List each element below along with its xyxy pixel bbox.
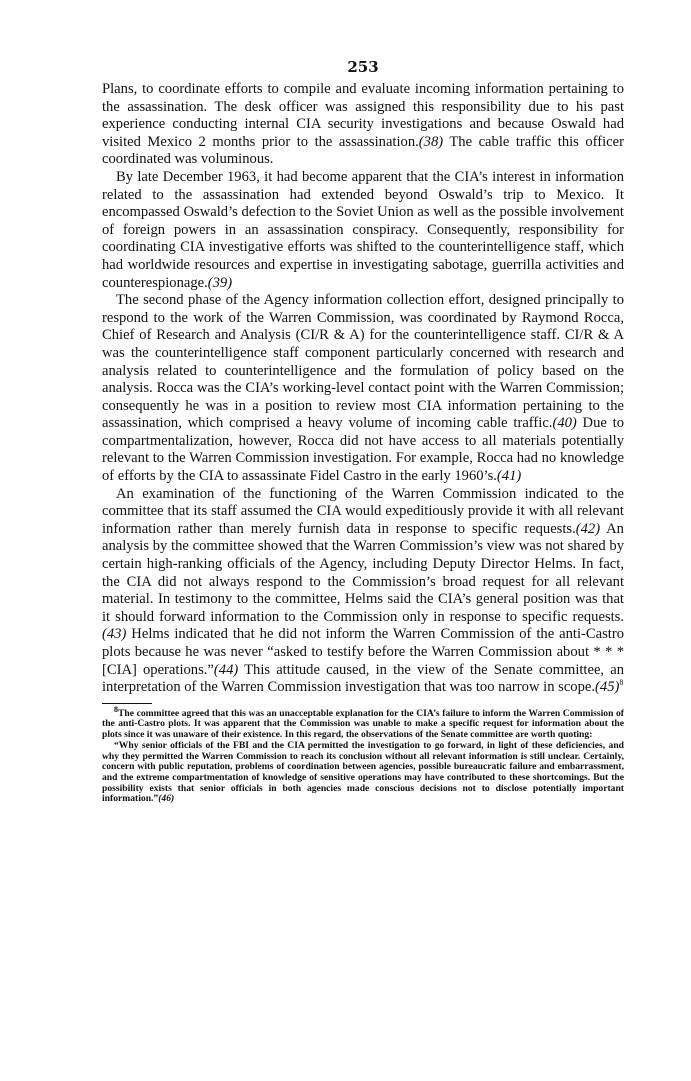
document-page xyxy=(102,58,624,805)
paragraph-text: An analysis by the committee showed that the Warren Commission’s view was not shared by certain high-ranking officials of the Agency, including Deputy Director Helms. In fact, the CIA did not always respond to the Commission’s broad request for all relevant material. In testimony to the committee, Helms said the CIA’s general position was that it should forward information to the Commission only in response to specific requests. xyxy=(102,520,624,625)
paragraph-3 xyxy=(102,292,624,486)
body-text xyxy=(102,81,624,697)
paragraph-text: This attitude caused, in the view of the Senate committee, an interpretation of the Warren Commission investigation that was too narrow in scope. xyxy=(102,661,624,696)
citation-ref: (39) xyxy=(207,274,233,291)
paragraph-text: The second phase of the Agency information collection effort, designed principally to respond to the work of the Warren Commission, was coordinated by Raymond Rocca, Chief of Research and Analysis (CI/R & A) for the counterintelligence staff. CI/R & A was the counterintelligence staff component particularly concerned with research and analysis related to counterintelligence and the formulation of policy based on the analysis. Rocca was the CIA’s working-level contact point with the Warren Commission; consequently he was in a position to review most CIA information pertaining to the assassination, which comprised a heavy volume of incoming cable traffic. xyxy=(102,292,624,432)
footnote-paragraph-1 xyxy=(102,704,624,741)
citation-ref: (45) xyxy=(595,679,620,696)
footnote-text: The committee agreed that this was an unacceptable explanation for the CIA’s failure to inform the Warren Commission of the anti-Castro plots. It was apparent that the Commission was unable to make a specific request for information about the plots since it was unaware of their existence. In this regard, the observations of the Senate committee are worth quoting: xyxy=(102,707,624,741)
paragraph-text: Due to compartmentalization, however, Rocca did not have access to all materials potentially relevant to the Warren Commission investigation. For example, Rocca had no knowledge of efforts by the CIA to assassinate Fidel Castro in the early 1960’s. xyxy=(102,415,624,485)
citation-ref: (40) xyxy=(552,415,577,432)
citation-ref: (43) xyxy=(102,626,127,643)
paragraph-2 xyxy=(102,169,624,292)
citation-ref: (41) xyxy=(496,468,522,485)
citation-ref: (38) xyxy=(418,133,444,150)
paragraph-text: An examination of the functioning of the Warren Commission indicated to the committee that its staff assumed the CIA would expeditiously provide it with all relevant information rather than merely furnish data in response to specific requests. xyxy=(102,485,624,537)
paragraph-text: The cable traffic this officer coordinated was voluminous. xyxy=(102,133,624,168)
footnote-divider xyxy=(102,703,152,704)
paragraph-text: Plans, to coordinate efforts to compile and evaluate incoming information pertaining to the assassination. The desk officer was assigned this responsibility due to his past experience conducting internal CIA security investigations and because Oswald had visited Mexico 2 months prior to the assassination. xyxy=(102,81,624,150)
citation-ref: (44) xyxy=(213,661,239,678)
footnote-marker: 8 xyxy=(619,678,624,688)
citation-ref: (42) xyxy=(575,520,601,537)
citation-ref: (46) xyxy=(158,793,175,805)
footnote xyxy=(102,704,624,805)
page-number: 253 xyxy=(347,58,379,76)
footnote-paragraph-2 xyxy=(102,741,624,805)
footnote-text: “Why senior officials of the FBI and the CIA permitted the investigation to go forward, in light of these deficiencies, and why they permitted the Warren Commission to reach its conclusion without all relevant information is still unclear. Certainly, concern with public reputation, problems of coordination between agencies, possible bureaucratic failure and embarrassment, and the extreme compartmentation of knowledge of sensitive operations may have contributed to these shortcomings. But the possibility exists that senior officials in both agencies made conscious decisions not to disclose potentially important information.” xyxy=(102,739,624,805)
paragraph-text: Helms indicated that he did not inform the Warren Commission of the anti-Castro plots because he was never “asked to testify before the Warren Commission about * * * [CIA] operations.” xyxy=(102,626,624,678)
paragraph-text: By late December 1963, it had become apparent that the CIA’s interest in information related to the assassination had extended beyond Oswald’s trip to Mexico. It encompassed Oswald’s defection to the Soviet Union as well as the possible involvement of foreign powers in an assassination conspiracy. Consequently, responsibility for coordinating CIA investigative efforts was shifted to the counterintelligence staff, which had worldwide resources and expertise in investigating sabotage, guerrilla activities and counterespionage. xyxy=(102,168,624,291)
footnote-marker: 8 xyxy=(114,704,118,714)
paragraph-1 xyxy=(102,81,624,169)
paragraph-4 xyxy=(102,486,624,697)
